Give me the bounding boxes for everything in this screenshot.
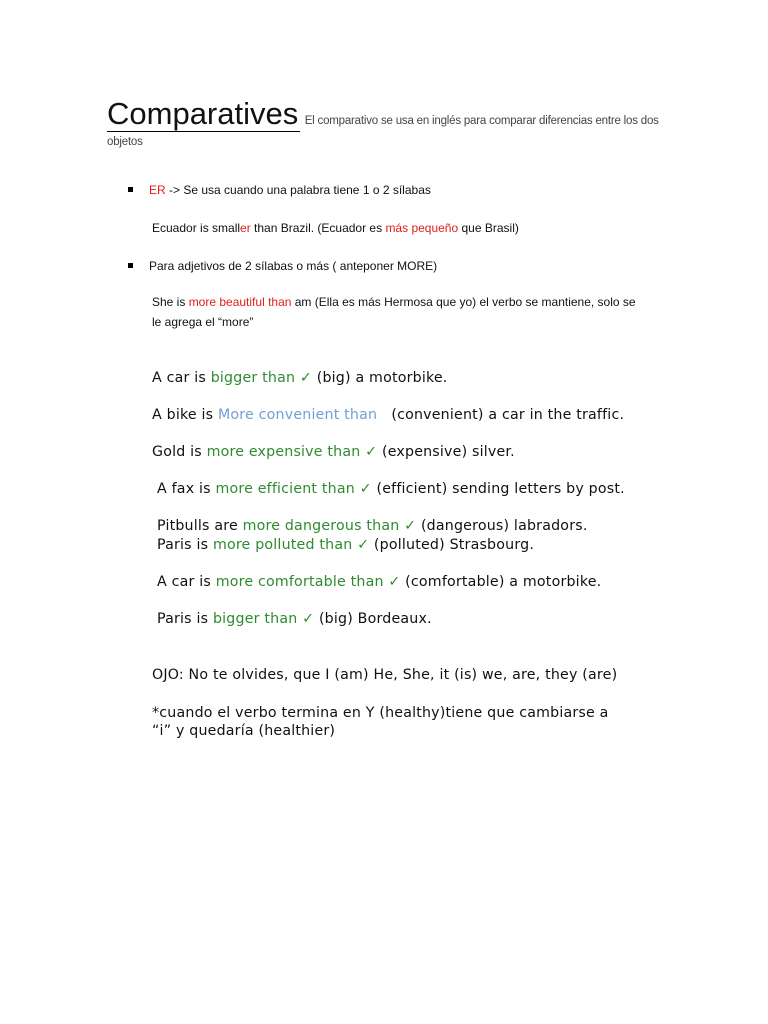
exercise-line <box>152 370 448 386</box>
exercise-answer: bigger than <box>212 611 298 627</box>
er-example-post: que Brasil) <box>458 221 519 235</box>
exercise-line <box>157 481 625 497</box>
note-y-rule-line2: “i” y quedaría (healthier) <box>152 723 336 739</box>
exercise-prefix: A car is <box>157 574 216 590</box>
exercise-line <box>157 518 588 534</box>
exercise-suffix: (expensive) silver. <box>377 444 515 460</box>
exercise-prefix: A bike is <box>152 407 218 423</box>
exercise-answer: bigger than <box>210 370 296 386</box>
check-icon: ✓ <box>357 537 370 553</box>
er-rule-text: -> Se usa cuando una palabra tiene 1 o 2 sílabas <box>165 183 431 197</box>
exercise-line <box>157 611 432 627</box>
exercise-answer: more expensive than <box>206 444 361 460</box>
exercise-line <box>152 407 624 423</box>
bullet-icon <box>128 187 133 192</box>
exercise-answer: more efficient than <box>215 481 355 497</box>
more-example-line2: le agrega el “more” <box>152 315 254 329</box>
exercise-prefix: Paris is <box>157 537 213 553</box>
exercise-suffix: (polluted) Strasbourg. <box>369 537 535 553</box>
exercise-suffix: (efficient) sending letters by post. <box>371 481 625 497</box>
check-icon: ✓ <box>299 370 312 386</box>
exercise-answer: more dangerous than <box>242 518 400 534</box>
page-title: Comparatives <box>107 96 299 131</box>
exercise-suffix: (big) a motorbike. <box>312 370 448 386</box>
exercise-answer: More convenient than <box>217 407 378 423</box>
exercise-line <box>157 537 534 553</box>
exercise-prefix: Gold is <box>152 444 207 460</box>
exercise-prefix: A car is <box>152 370 211 386</box>
er-example <box>152 221 519 235</box>
exercise-suffix: (convenient) a car in the traffic. <box>386 407 625 423</box>
exercise-prefix: Paris is <box>157 611 213 627</box>
exercise-suffix: (comfortable) a motorbike. <box>400 574 602 590</box>
exercise-answer: more comfortable than <box>215 574 384 590</box>
exercise-line <box>152 444 515 460</box>
subtitle: El comparativo se usa en inglés para comparar diferencias entre los dos <box>304 115 659 127</box>
er-example-mid: than Brazil. (Ecuador es <box>250 221 386 235</box>
check-icon: ✓ <box>302 611 315 627</box>
more-example-pre: She is <box>152 295 189 309</box>
more-rule-text: Para adjetivos de 2 sílabas o más ( anteponer MORE) <box>149 259 438 273</box>
check-icon: ✓ <box>365 444 378 460</box>
exercise-suffix: (big) Bordeaux. <box>314 611 432 627</box>
note-ojo: OJO: No te olvides, que I (am) He, She, it (is) we, are, they (are) <box>152 667 618 683</box>
check-icon: ✓ <box>404 518 417 534</box>
er-tag: ER <box>149 183 166 197</box>
exercise-suffix: (dangerous) labradors. <box>416 518 588 534</box>
exercise-line <box>157 574 601 590</box>
title-block <box>107 96 667 150</box>
bullet-icon <box>128 263 133 268</box>
er-example-suffix: er <box>240 221 251 235</box>
subtitle-continued: objetos <box>107 135 143 148</box>
more-example <box>152 295 636 309</box>
er-example-pre: Ecuador is small <box>152 221 241 235</box>
er-example-highlight: más pequeño <box>385 221 459 235</box>
exercise-prefix: A fax is <box>157 481 216 497</box>
more-example-highlight: more beautiful than <box>188 295 292 309</box>
bullet-more-rule <box>128 259 437 273</box>
exercise-prefix: Pitbulls are <box>157 518 243 534</box>
check-icon: ✓ <box>359 481 372 497</box>
check-icon: ✓ <box>388 574 401 590</box>
note-y-rule: *cuando el verbo termina en Y (healthy)tiene que cambiarse a <box>152 705 609 721</box>
more-example-post: am (Ella es más Hermosa que yo) el verbo se mantiene, solo se <box>291 295 636 309</box>
bullet-er-rule <box>128 183 431 197</box>
exercise-answer: more polluted than <box>212 537 353 553</box>
